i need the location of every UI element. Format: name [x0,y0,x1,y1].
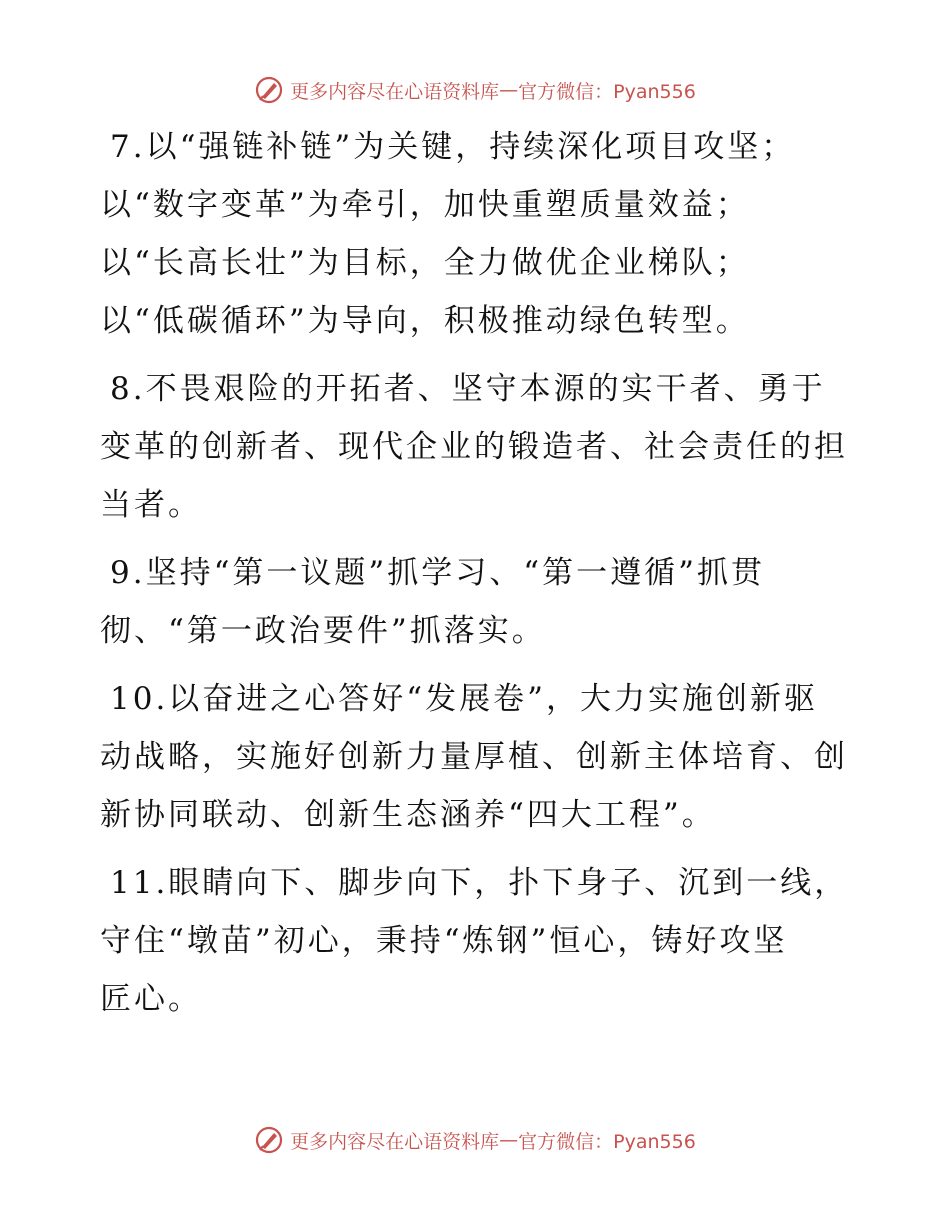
paragraph-8 [100,360,860,534]
text-line: 10.以奋进之心答好“发展卷”，大力实施创新驱 [110,681,818,717]
text-line: 彻、“第一政治要件”抓落实。 [100,613,546,649]
footer-watermark [0,1120,950,1160]
paragraph-10 [100,670,860,844]
text-line: 新协同联动、创新生态涵养“四大工程”。 [100,797,716,833]
paragraph-7 [100,118,860,350]
paragraph-11 [100,854,860,1028]
text-line: 当者。 [100,487,202,523]
header-watermark [0,70,950,110]
text-line: 以“数字变革”为牵引，加快重塑质量效益； [100,187,750,223]
watermark-separator: — [499,79,519,101]
text-line: 8.不畏艰险的开拓者、坚守本源的实干者、勇于 [110,371,826,407]
watermark-contact: 官方微信：Pyan556 [518,80,696,103]
text-line: 守住“墩苗”初心，秉持“炼钢”恒心，铸好攻坚 [100,923,788,959]
quill-logo-icon [254,75,284,105]
document-body [100,118,860,1038]
text-line: 变革的创新者、现代企业的锻造者、社会责任的担 [100,429,848,465]
text-line: 9.坚持“第一议题”抓学习、“第一遵循”抓贯 [110,555,765,591]
text-line: 以“低碳循环”为导向，积极推动绿色转型。 [100,303,750,339]
quill-logo-icon [254,1125,284,1155]
text-line: 7.以“强链补链”为关键，持续深化项目攻坚； [110,129,796,165]
paragraph-9 [100,544,860,660]
watermark-text: 更多内容尽在心语资料库 [290,1130,500,1153]
text-line: 匠心。 [100,981,202,1017]
watermark-text: 更多内容尽在心语资料库 [290,80,500,103]
watermark-separator: — [499,1129,519,1151]
watermark-contact: 官方微信：Pyan556 [518,1130,696,1153]
text-line: 11.眼睛向下、脚步向下，扑下身子、沉到一线， [110,865,849,901]
text-line: 动战略，实施好创新力量厚植、创新主体培育、创 [100,739,848,775]
text-line: 以“长高长壮”为目标，全力做优企业梯队； [100,245,750,281]
